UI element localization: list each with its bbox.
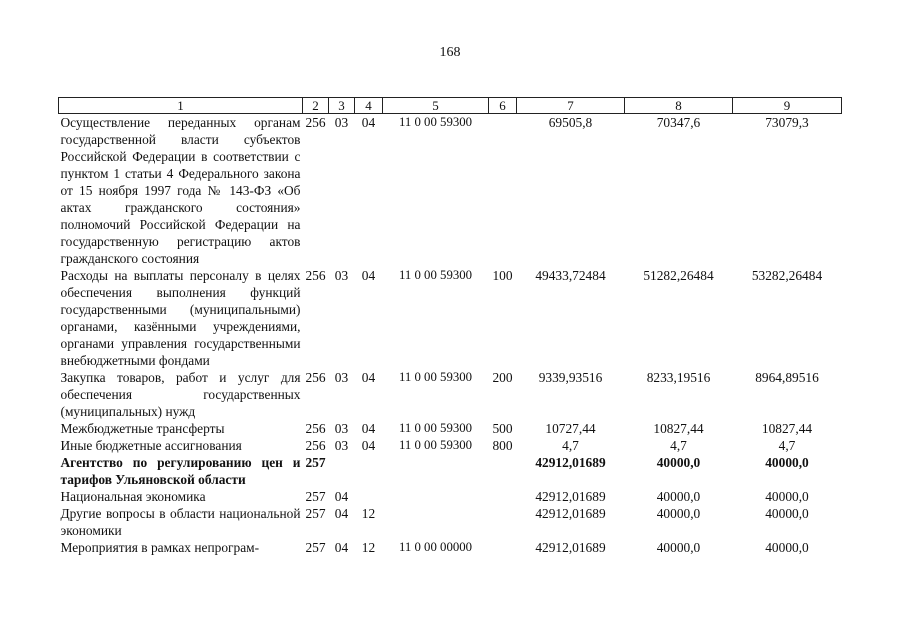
table-row [59,267,842,369]
amount-year-2-cell: 8233,19516 [646,370,711,385]
expense-type-cell [489,114,517,268]
table-row [59,505,842,539]
target-article-cell: 11 0 00 59300 [398,115,473,129]
subsection-code-cell: 12 [361,540,376,555]
subsection-code-cell [355,454,383,488]
amount-year-2-cell: 40000,0 [656,489,701,504]
section-code-cell: 03 [334,438,349,453]
budget-code-cell: 257 [305,540,326,555]
amount-year-3-cell: 10827,44 [761,421,813,436]
expense-type-cell: 500 [492,421,513,436]
header-cell: 5 [383,98,489,114]
amount-year-3-cell: 40000,0 [765,489,809,504]
header-cell: 6 [489,98,517,114]
amount-year-3-cell: 73079,3 [765,115,809,130]
row-name-cell: Другие вопросы в области национальной экономики [60,506,301,538]
amount-year-1-cell: 42912,01689 [535,540,606,555]
subsection-code-cell: 04 [361,115,376,130]
row-name-cell: Агентство по регулированию цен и тарифов Ульяновской области [60,455,301,487]
budget-code-cell: 256 [305,438,326,453]
subsection-code-cell: 04 [361,370,376,385]
budget-code-cell: 257 [305,489,326,504]
amount-year-2-cell: 40000,0 [656,540,701,555]
budget-code-cell: 256 [305,421,326,436]
subsection-code-cell: 04 [361,421,376,436]
expense-type-cell: 100 [492,268,513,283]
amount-year-2-cell: 40000,0 [656,506,701,521]
subsection-code-cell: 04 [361,438,376,453]
table-row [59,114,842,268]
amount-year-3-cell: 40000,0 [765,506,809,521]
amount-year-3-cell: 40000,0 [765,540,809,555]
target-article-cell [383,505,489,539]
table-row [59,488,842,505]
section-code-cell: 03 [334,421,349,436]
subsection-code-cell: 04 [361,268,376,283]
amount-year-1-cell: 10727,44 [545,421,596,436]
target-article-cell: 11 0 00 59300 [398,421,473,435]
row-name-cell: Национальная экономика [60,489,206,504]
amount-year-1-cell: 42912,01689 [535,455,606,470]
amount-year-2-cell: 70347,6 [656,115,701,130]
header-cell: 1 [59,98,303,114]
expense-type-cell [489,539,517,556]
amount-year-1-cell: 69505,8 [548,115,593,130]
header-cell: 3 [329,98,355,114]
budget-table [58,97,842,556]
section-code-cell: 03 [334,115,349,130]
amount-year-1-cell: 9339,93516 [538,370,603,385]
subsection-code-cell [355,488,383,505]
row-name-cell: Межбюджетные трансферты [60,421,225,436]
budget-code-cell: 257 [305,455,326,470]
amount-year-2-cell: 4,7 [670,438,687,453]
section-code-cell: 04 [334,540,349,555]
target-article-cell: 11 0 00 00000 [398,540,473,554]
amount-year-3-cell: 53282,26484 [751,268,823,283]
table-row [59,454,842,488]
row-name-cell: Расходы на выплаты персоналу в целях обеспечения выполнения функций государственными (муниципальными) органами, казёнными учреждениями, органами управления государственными внебюджетными фондами [60,268,301,368]
row-name-cell: Мероприятия в рамках непрограм- [60,540,260,555]
section-code-cell: 04 [334,506,349,521]
page-number: 168 [439,45,461,60]
amount-year-2-cell: 40000,0 [656,455,701,470]
target-article-cell: 11 0 00 59300 [398,370,473,384]
target-article-cell: 11 0 00 59300 [398,438,473,452]
target-article-cell [383,488,489,505]
amount-year-2-cell: 10827,44 [653,421,704,436]
table-body [59,114,842,557]
expense-type-cell: 800 [492,438,513,453]
target-article-cell: 11 0 00 59300 [398,268,473,282]
amount-year-3-cell: 40000,0 [765,455,809,470]
amount-year-1-cell: 4,7 [562,438,579,453]
section-code-cell: 03 [334,268,349,283]
amount-year-3-cell: 8964,89516 [755,370,819,385]
row-name-cell: Иные бюджетные ассигнования [60,438,242,453]
section-code-cell: 03 [334,370,349,385]
expense-type-cell [489,454,517,488]
header-cell: 7 [517,98,625,114]
header-cell: 9 [733,98,842,114]
amount-year-1-cell: 49433,72484 [535,268,606,283]
row-name-cell: Осуществление переданных органам государственной власти субъектов Российской Федерации в соответствии с пунктом 1 статьи 4 Федерального закона от 15 ноября 1997 года № 143-ФЗ «Об актах гражданского состояния» полномочий Российской Федерации на государственную регистрацию актов гражданского состояния [60,115,301,266]
target-article-cell [383,454,489,488]
budget-code-cell: 256 [305,370,326,385]
header-cell: 8 [625,98,733,114]
amount-year-2-cell: 51282,26484 [643,268,714,283]
table-row [59,539,842,556]
budget-code-cell: 257 [305,506,326,521]
table-row [59,420,842,437]
amount-year-1-cell: 42912,01689 [535,506,606,521]
table-row [59,437,842,454]
expense-type-cell [489,505,517,539]
expense-type-cell [489,488,517,505]
section-code-cell [329,454,355,488]
expense-type-cell: 200 [492,370,513,385]
budget-code-cell: 256 [305,268,326,283]
row-name-cell: Закупка товаров, работ и услуг для обеспечения государственных (муниципальных) нужд [60,370,301,419]
table-row [59,369,842,420]
amount-year-1-cell: 42912,01689 [535,489,606,504]
budget-code-cell: 256 [305,115,326,130]
header-cell: 4 [355,98,383,114]
section-code-cell: 04 [334,489,349,504]
header-row [59,98,842,114]
amount-year-3-cell: 4,7 [778,438,796,453]
header-cell: 2 [303,98,329,114]
subsection-code-cell: 12 [361,506,376,521]
